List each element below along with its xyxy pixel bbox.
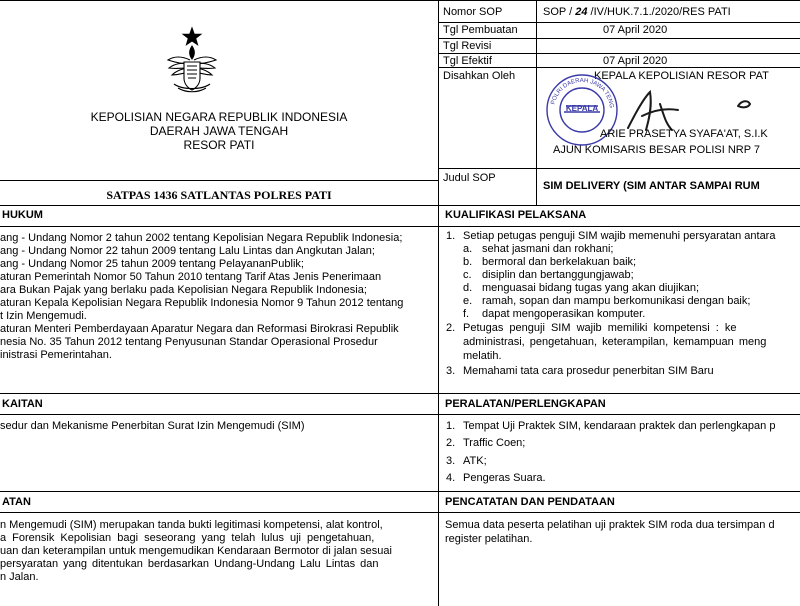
kualifikasi-title: KUALIFIKASI PELAKSANA	[445, 209, 587, 221]
rule-info-divider	[536, 0, 537, 205]
kualifikasi-num: b.	[463, 256, 473, 268]
kualifikasi-num: 1.	[446, 230, 456, 242]
kualifikasi-num: f.	[463, 308, 470, 320]
disahkan-label: Disahkan Oleh	[443, 70, 516, 82]
kualifikasi-item: bermoral dan berkelakuan baik;	[482, 256, 637, 268]
disahkan-name: ARIE PRASETYA SYAFA'AT, S.I.K	[600, 128, 768, 140]
rule-sec2-title	[0, 414, 800, 415]
org-line-3: RESOR PATI	[183, 138, 255, 152]
rule-sec3-top	[0, 491, 800, 492]
judul-sop-value: SIM DELIVERY (SIM ANTAR SAMPAI RUM	[543, 180, 760, 192]
nomor-sop-label: Nomor SOP	[443, 6, 503, 18]
dasar-hukum-line: ang - Undang Nomor 22 tahun 2009 tentang Lalu Lintas dan Angkutan Jalan;	[0, 245, 375, 257]
kualifikasi-num: 3.	[446, 365, 456, 377]
rule-top	[0, 0, 800, 1]
kualifikasi-item: Petugas penguji SIM wajib memiliki kompetensi : ke	[463, 322, 737, 334]
kualifikasi-item: melatih.	[463, 350, 502, 362]
kualifikasi-num: a.	[463, 243, 473, 255]
peralatan-num: 4.	[446, 472, 456, 484]
disahkan-rank: AJUN KOMISARIS BESAR POLISI NRP 7	[553, 144, 761, 156]
dasar-hukum-line: inistrasi Pemerintahan.	[0, 349, 112, 361]
disahkan-title: KEPALA KEPOLISIAN RESOR PAT	[594, 70, 769, 82]
rule-info-3	[438, 53, 800, 54]
dasar-hukum-line: ang - Undang Nomor 25 tahun 2009 tentang PelayananPublik;	[0, 258, 304, 270]
dasar-hukum-line: t Izin Mengemudi.	[0, 310, 87, 322]
rule-header-bottom	[0, 205, 800, 206]
rule-sec2-top	[0, 393, 800, 394]
dasar-hukum-line: aturan Pemerintah Nomor 50 Tahun 2010 tentang Tarif Atas Jenis Penerimaan	[0, 271, 382, 283]
dasar-hukum-line: aturan Kepala Kepolisian Negara Republik Indonesia Nomor 9 Tahun 2012 tentang	[0, 297, 404, 309]
tgl-pembuatan-label: Tgl Pembuatan	[443, 24, 518, 36]
rule-info-2	[438, 38, 800, 39]
kualifikasi-item: dapat mengoperasikan komputer.	[482, 308, 646, 320]
police-emblem-icon	[160, 26, 224, 96]
kualifikasi-num: 2.	[446, 322, 456, 334]
tgl-efektif-label: Tgl Efektif	[443, 55, 492, 67]
peringatan-line: n Mengemudi (SIM) merupakan tanda bukti legitimasi kompetensi, alat kontrol,	[0, 519, 383, 531]
peralatan-num: 2.	[446, 437, 456, 449]
peralatan-title: PERALATAN/PERLENGKAPAN	[445, 398, 606, 410]
dasar-hukum-line: ang - Undang Nomor 2 tahun 2002 tentang Kepolisian Negara Republik Indonesia;	[0, 232, 403, 244]
peralatan-item: Pengeras Suara.	[463, 472, 546, 484]
dasar-hukum-line: ara Bukan Pajak yang berlaku pada Kepolisian Negara Republik Indonesia;	[0, 284, 367, 296]
pencatatan-line: Semua data peserta pelatihan uji praktek SIM roda dua tersimpan d	[445, 519, 775, 531]
peringatan-line: n Jalan.	[0, 571, 39, 583]
peringatan-line: persyaratan yang ditentukan berdasarkan Undang-Undang Lalu Lintas dan	[0, 558, 379, 570]
peralatan-num: 3.	[446, 455, 456, 467]
dasar-hukum-line: nesia No. 35 Tahun 2012 tentang Penyusunan Standar Operasional Prosedur	[0, 336, 378, 348]
nomor-sop-handwritten: 24	[575, 6, 588, 18]
pencatatan-title: PENCATATAN DAN PENDATAAN	[445, 496, 615, 508]
peringatan-line: uan dan keterampilan untuk mengemudikan Kendaraan Bermotor di jalan sesuai	[0, 545, 392, 557]
peralatan-item: ATK;	[463, 455, 487, 467]
kualifikasi-item: menguasai bidang tugas yang akan diujikan;	[482, 282, 700, 294]
peralatan-num: 1.	[446, 420, 456, 432]
rule-sec1-title	[0, 226, 800, 227]
keterkaitan-title: KAITAN	[2, 398, 43, 410]
dasar-hukum-line: aturan Menteri Pemberdayaan Aparatur Negara dan Reformasi Birokrasi Republik	[0, 323, 399, 335]
peringatan-line: a Forensik Kepolisian bagi seseorang yang telah lulus uji pengetahuan,	[0, 532, 375, 544]
tgl-revisi-label: Tgl Revisi	[443, 40, 492, 52]
kualifikasi-item: Setiap petugas penguji SIM wajib memenuhi persyaratan antara	[463, 230, 776, 242]
rule-info-5	[438, 168, 800, 169]
rule-unit-top	[0, 180, 438, 181]
kualifikasi-item: ramah, sopan dan mampu berkomunikasi dengan baik;	[482, 295, 751, 307]
kualifikasi-item: Memahami tata cara prosedur penerbitan SIM Baru	[463, 365, 714, 377]
kualifikasi-num: e.	[463, 295, 473, 307]
pencatatan-line: register pelatihan.	[445, 533, 533, 545]
org-line-1: KEPOLISIAN NEGARA REPUBLIK INDONESIA	[90, 110, 348, 124]
peralatan-item: Traffic Coen;	[463, 437, 526, 449]
stamp-ring-text: POLRI DAERAH JAWA TENG	[550, 77, 614, 109]
tgl-pembuatan-value: 07 April 2020	[603, 24, 668, 36]
kualifikasi-item: administrasi, pengetahuan, keterampilan, kemampuan meng	[463, 336, 767, 348]
peringatan-title: ATAN	[2, 496, 31, 508]
rule-center	[438, 0, 439, 606]
kualifikasi-item: sehat jasmani dan rokhani;	[482, 243, 614, 255]
unit-name: SATPAS 1436 SATLANTAS POLRES PATI	[106, 188, 332, 202]
stamp-center-text: KEPALA	[565, 104, 599, 113]
tgl-efektif-value: 07 April 2020	[603, 55, 668, 67]
kualifikasi-num: d.	[463, 282, 473, 294]
judul-sop-label: Judul SOP	[443, 172, 496, 184]
org-line-2: DAERAH JAWA TENGAH	[149, 124, 289, 138]
dasar-hukum-title: HUKUM	[2, 209, 43, 221]
nomor-sop-value: SOP / 24 /IV/HUK.7.1./2020/RES PATI	[543, 6, 731, 18]
kualifikasi-item: disiplin dan bertanggungjawab;	[482, 269, 634, 281]
rule-sec3-title	[0, 512, 800, 513]
rule-info-1	[438, 22, 800, 23]
keterkaitan-line: sedur dan Mekanisme Penerbitan Surat Izin Mengemudi (SIM)	[0, 420, 305, 432]
kualifikasi-num: c.	[463, 269, 472, 281]
peralatan-item: Tempat Uji Praktek SIM, kendaraan praktek dan perlengkapan p	[463, 420, 776, 432]
